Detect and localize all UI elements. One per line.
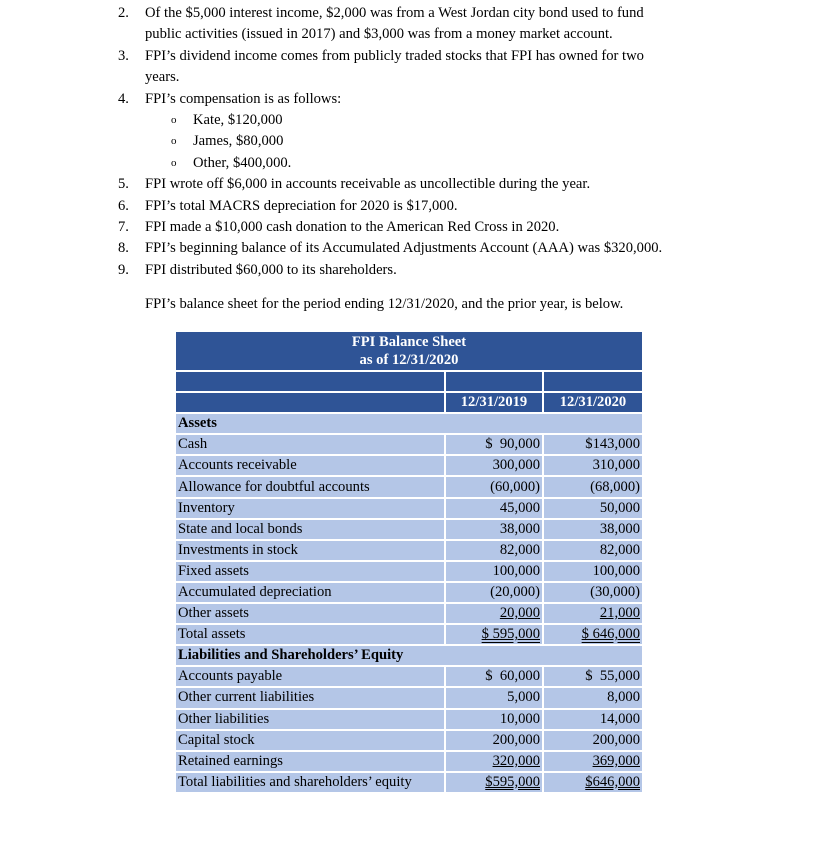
value-2019 <box>446 583 542 602</box>
bullet-icon: o <box>171 156 177 169</box>
table-title <box>176 332 642 370</box>
value-text: 82,000 <box>499 541 540 558</box>
list-item-text: FPI’s compensation is as follows: <box>145 90 342 107</box>
value-text: (60,000) <box>490 478 540 495</box>
value-2020 <box>544 752 642 771</box>
value-text: (68,000) <box>590 478 640 495</box>
value-2020 <box>544 520 642 539</box>
value-2020 <box>544 583 642 602</box>
header-blank <box>544 372 642 391</box>
value-text: 20,000 <box>499 605 540 622</box>
value-2019 <box>446 752 542 771</box>
table-row <box>176 477 642 496</box>
value-2019 <box>446 604 542 623</box>
value-2020 <box>544 562 642 581</box>
table-row <box>176 456 642 475</box>
value-text: 82,000 <box>599 541 640 558</box>
col-header-2020: 12/31/2020 <box>544 393 642 412</box>
intro-paragraph: FPI’s balance sheet for the period ending 12/31/2020, and the prior year, is below. <box>145 296 624 312</box>
row-label: Investments in stock <box>176 541 444 560</box>
value-2019 <box>446 435 542 454</box>
compensation-item: Other, $400,000. <box>193 154 292 171</box>
value-text: 100,000 <box>492 562 540 579</box>
list-number: 4. <box>118 90 129 107</box>
row-label: Accounts payable <box>176 667 444 686</box>
value-2019 <box>446 456 542 475</box>
value-text: $595,000 <box>485 773 540 790</box>
list-number: 3. <box>118 47 129 64</box>
list-item-text: FPI wrote off $6,000 in accounts receivable as uncollectible during the year. <box>145 176 591 193</box>
value-2020 <box>544 731 642 750</box>
table-title-line1: FPI Balance Sheet <box>351 334 467 350</box>
row-label: Fixed assets <box>176 562 444 581</box>
table-row <box>176 541 642 560</box>
row-label: Total assets <box>176 625 444 644</box>
col-header-2019: 12/31/2019 <box>446 393 542 412</box>
value-text: 50,000 <box>599 499 640 516</box>
list-number: 5. <box>118 176 129 193</box>
table-row <box>176 583 642 602</box>
row-label: Assets <box>176 414 642 433</box>
header-blank <box>176 372 444 391</box>
table-row <box>176 773 642 792</box>
table-row <box>176 414 642 433</box>
row-label: Liabilities and Shareholders’ Equity <box>176 646 642 665</box>
value-text: $143,000 <box>585 436 640 453</box>
list-number: 2. <box>118 5 129 21</box>
value-2020 <box>544 499 642 518</box>
value-text: (30,000) <box>590 583 640 600</box>
value-text: 38,000 <box>499 520 540 537</box>
value-text: 200,000 <box>592 731 640 748</box>
value-text: 310,000 <box>592 457 640 474</box>
value-2020 <box>544 625 642 644</box>
list-number: 9. <box>118 261 129 278</box>
table-row <box>176 520 642 539</box>
balance-sheet-table <box>174 330 644 794</box>
value-text: 369,000 <box>592 752 640 769</box>
value-text: $ 595,000 <box>481 626 540 643</box>
table-row <box>176 625 642 644</box>
value-text: 10,000 <box>499 710 540 727</box>
bullet-icon: o <box>171 114 177 126</box>
value-text: 45,000 <box>499 499 540 516</box>
value-text: (20,000) <box>490 583 540 600</box>
compensation-item: Kate, $120,000 <box>193 112 283 128</box>
value-text: $ 55,000 <box>585 668 640 685</box>
list-item-text: FPI’s dividend income comes from publicly traded stocks that FPI has owned for two <box>145 47 644 64</box>
value-2019 <box>446 541 542 560</box>
row-label: State and local bonds <box>176 520 444 539</box>
value-text: 320,000 <box>492 752 540 769</box>
value-2020 <box>544 435 642 454</box>
value-2019 <box>446 773 542 792</box>
value-text: 38,000 <box>599 520 640 537</box>
value-2019 <box>446 667 542 686</box>
value-2019 <box>446 688 542 707</box>
list-item-text: FPI’s beginning balance of its Accumulated Adjustments Account (AAA) was $320,000. <box>145 240 663 257</box>
value-2020 <box>544 667 642 686</box>
table-row <box>176 499 642 518</box>
value-text: 200,000 <box>492 731 540 748</box>
list-item-text: FPI distributed $60,000 to its shareholders. <box>145 261 397 278</box>
value-2020 <box>544 604 642 623</box>
table-row <box>176 688 642 707</box>
table-row <box>176 435 642 454</box>
row-label: Retained earnings <box>176 752 444 771</box>
value-2020 <box>544 688 642 707</box>
row-label: Other current liabilities <box>176 688 444 707</box>
list-item-text: FPI’s total MACRS depreciation for 2020 is $17,000. <box>145 197 458 214</box>
list-number: 6. <box>118 197 129 214</box>
value-2020 <box>544 477 642 496</box>
value-text: 8,000 <box>607 689 640 706</box>
row-label: Inventory <box>176 499 444 518</box>
compensation-item: James, $80,000 <box>193 133 284 150</box>
table-title-line2: as of 12/31/2020 <box>359 352 459 368</box>
list-item-text: Of the $5,000 interest income, $2,000 was from a West Jordan city bond used to fund <box>145 5 644 21</box>
value-2019 <box>446 710 542 729</box>
table-row <box>176 646 642 665</box>
value-2020 <box>544 773 642 792</box>
table-row <box>176 604 642 623</box>
value-2020 <box>544 456 642 475</box>
list-number: 8. <box>118 240 129 257</box>
value-2019 <box>446 499 542 518</box>
table-row <box>176 562 642 581</box>
row-label: Accounts receivable <box>176 456 444 475</box>
table-row <box>176 752 642 771</box>
value-2019 <box>446 520 542 539</box>
list-item-text: FPI made a $10,000 cash donation to the American Red Cross in 2020. <box>145 219 560 235</box>
row-label: Total liabilities and shareholders’ equity <box>176 773 444 792</box>
value-text: 21,000 <box>599 605 640 622</box>
value-text: $ 646,000 <box>581 626 640 643</box>
list-item-text: years. <box>145 69 180 86</box>
value-2019 <box>446 477 542 496</box>
row-label: Capital stock <box>176 731 444 750</box>
row-label: Other liabilities <box>176 710 444 729</box>
value-text: $ 90,000 <box>485 436 540 453</box>
value-2019 <box>446 731 542 750</box>
bullet-icon: o <box>171 135 177 148</box>
table-row <box>176 731 642 750</box>
value-2020 <box>544 541 642 560</box>
value-2019 <box>446 625 542 644</box>
row-label: Accumulated depreciation <box>176 583 444 602</box>
row-label: Cash <box>176 435 444 454</box>
value-text: $646,000 <box>585 773 640 790</box>
list-item-text: public activities (issued in 2017) and $3,000 was from a money market account. <box>145 26 613 43</box>
value-text: $ 60,000 <box>485 668 540 685</box>
value-2020 <box>544 710 642 729</box>
value-text: 5,000 <box>507 689 540 706</box>
value-text: 100,000 <box>592 562 640 579</box>
header-blank <box>176 393 444 412</box>
value-text: 14,000 <box>599 710 640 727</box>
list-number: 7. <box>118 219 129 235</box>
value-2019 <box>446 562 542 581</box>
value-text: 300,000 <box>492 457 540 474</box>
table-row <box>176 667 642 686</box>
header-blank <box>446 372 542 391</box>
row-label: Other assets <box>176 604 444 623</box>
row-label: Allowance for doubtful accounts <box>176 477 444 496</box>
table-row <box>176 710 642 729</box>
